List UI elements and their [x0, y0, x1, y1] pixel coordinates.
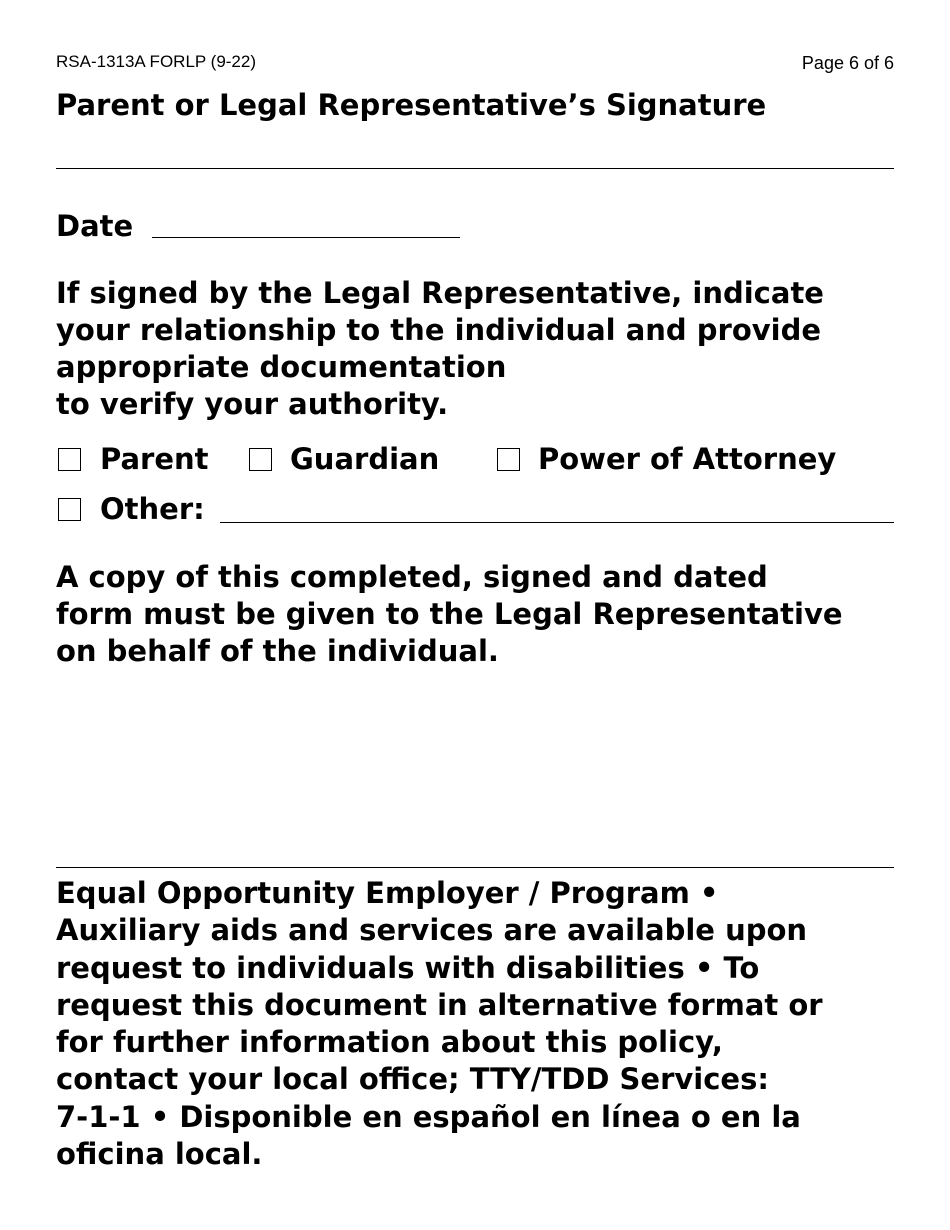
other-checkbox[interactable]: [58, 498, 81, 521]
instruction-line: If signed by the Legal Representative, indicate: [56, 276, 824, 310]
footer-notice: [56, 875, 906, 1173]
copy-notice-line: form must be given to the Legal Representative: [56, 597, 843, 631]
signature-line[interactable]: [56, 168, 894, 169]
footer-line: oficina local.: [56, 1137, 263, 1172]
footer-line: request to individuals with disabilities • To: [56, 950, 760, 985]
copy-notice: [56, 559, 906, 670]
instruction-line: appropriate documentation: [56, 350, 507, 384]
footer-line: for further information about this policy,: [56, 1025, 723, 1060]
copy-notice-line: A copy of this completed, signed and dated: [56, 560, 768, 594]
instruction-line: your relationship to the individual and provide: [56, 313, 822, 347]
power-of-attorney-label: Power of Attorney: [538, 442, 837, 476]
footer-line: contact your local office; TTY/TDD Services:: [56, 1062, 769, 1097]
date-field-line[interactable]: [152, 237, 460, 238]
guardian-checkbox[interactable]: [249, 448, 272, 471]
footer-divider: [56, 867, 894, 868]
page-number: Page 6 of 6: [801, 53, 894, 73]
guardian-label: Guardian: [290, 442, 440, 476]
parent-label: Parent: [100, 442, 209, 476]
form-id: RSA-1313A FORLP (9-22): [56, 52, 256, 71]
parent-checkbox[interactable]: [58, 448, 81, 471]
footer-line: request this document in alternative format or: [56, 987, 823, 1022]
instruction-line: to verify your authority.: [56, 387, 449, 421]
footer-line: Equal Opportunity Employer / Program •: [56, 876, 719, 910]
footer-line: 7-1-1 • Disponible en español en línea o en la: [56, 1099, 801, 1134]
signature-heading: Parent or Legal Representative’s Signature: [56, 88, 767, 122]
other-label: Other:: [100, 492, 205, 526]
power-of-attorney-checkbox[interactable]: [497, 448, 520, 471]
date-label: Date: [56, 209, 134, 243]
copy-notice-line: on behalf of the individual.: [56, 634, 499, 668]
relationship-instructions: [56, 275, 906, 423]
other-field-line[interactable]: [220, 522, 894, 523]
footer-line: Auxiliary aids and services are available upon: [56, 913, 808, 948]
